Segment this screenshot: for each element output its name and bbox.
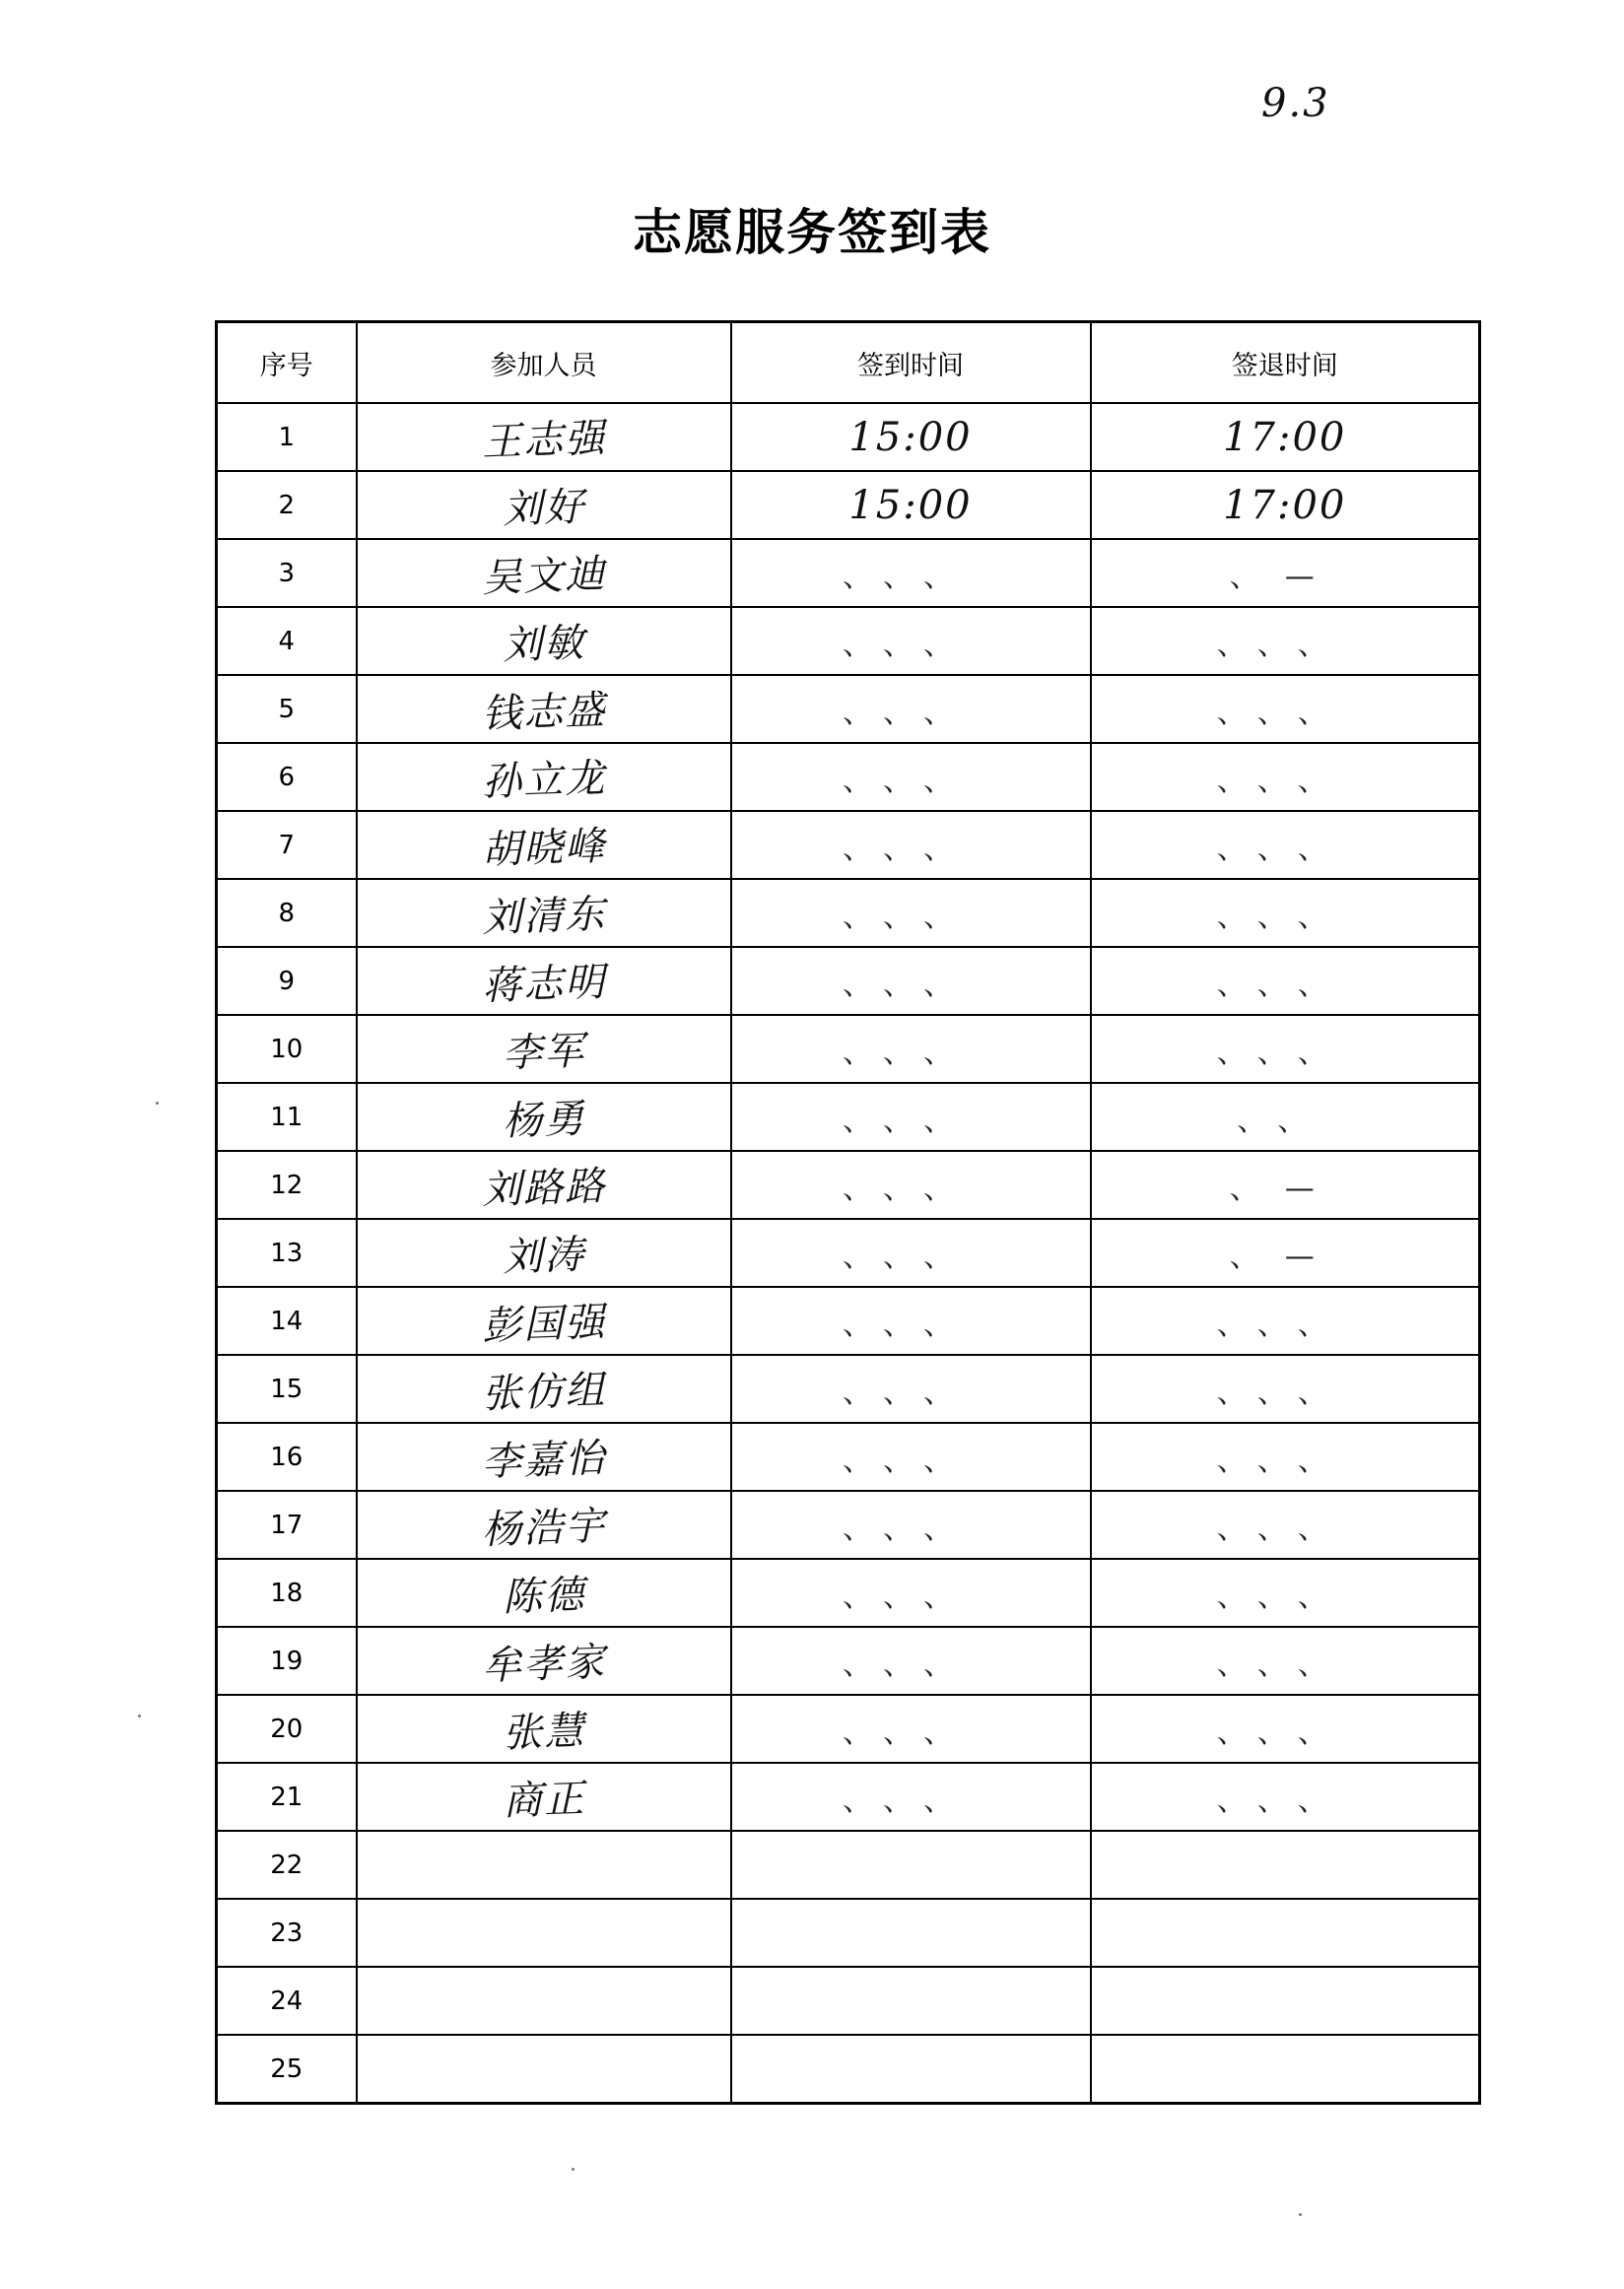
table-row bbox=[217, 1355, 1480, 1423]
participant-signature-cell bbox=[357, 1423, 731, 1491]
table-row bbox=[217, 539, 1480, 607]
row-serial-number-cell bbox=[217, 1151, 357, 1219]
participant-signature-cell bbox=[357, 607, 731, 675]
sign-out-time-cell bbox=[1091, 2035, 1480, 2104]
table-row bbox=[217, 1219, 1480, 1287]
sign-out-time: 、、、 bbox=[1216, 1035, 1353, 1070]
row-serial-number-cell bbox=[217, 1491, 357, 1559]
sign-out-time: 、— bbox=[1229, 1239, 1340, 1274]
sign-out-time-cell bbox=[1091, 403, 1480, 471]
table-row bbox=[217, 607, 1480, 675]
row-serial-number-cell bbox=[217, 1355, 357, 1423]
sign-in-time-cell bbox=[731, 1627, 1091, 1695]
row-serial-number: 1 bbox=[278, 422, 296, 452]
row-serial-number: 13 bbox=[270, 1238, 304, 1268]
row-serial-number-cell bbox=[217, 743, 357, 811]
sign-out-time-cell bbox=[1091, 1355, 1480, 1423]
sign-out-time-cell bbox=[1091, 879, 1480, 947]
sign-out-time-cell bbox=[1091, 539, 1480, 607]
participant-signature: 张仿组 bbox=[480, 1367, 607, 1418]
row-serial-number: 23 bbox=[270, 1918, 304, 1948]
participant-signature-cell bbox=[357, 539, 731, 607]
sign-in-time: 、、、 bbox=[843, 831, 979, 866]
sign-in-time-cell bbox=[731, 1219, 1091, 1287]
sign-out-time-cell bbox=[1091, 675, 1480, 743]
participant-signature-cell bbox=[357, 879, 731, 947]
row-serial-number: 17 bbox=[270, 1510, 304, 1540]
header-participant: 参加人员 bbox=[357, 322, 731, 404]
sign-in-time-cell bbox=[731, 1355, 1091, 1423]
sign-in-time: 、、、 bbox=[843, 1715, 979, 1750]
sign-out-time: 、、、 bbox=[1216, 1715, 1353, 1750]
sign-in-time: 、、、 bbox=[843, 627, 979, 662]
participant-signature: 蒋志明 bbox=[480, 959, 607, 1010]
participant-signature-cell bbox=[357, 1015, 731, 1083]
participant-signature: 牟孝家 bbox=[480, 1639, 607, 1690]
sign-out-time-cell bbox=[1091, 1899, 1480, 1967]
participant-signature: 李嘉怡 bbox=[480, 1435, 607, 1486]
row-serial-number-cell bbox=[217, 1967, 357, 2035]
sign-in-time: 、、、 bbox=[843, 1647, 979, 1682]
sign-out-time-cell bbox=[1091, 1219, 1480, 1287]
scan-speck bbox=[138, 1715, 141, 1717]
sign-in-time-cell bbox=[731, 1559, 1091, 1627]
scan-speck bbox=[1299, 2213, 1302, 2216]
row-serial-number-cell bbox=[217, 947, 357, 1015]
table-row bbox=[217, 1083, 1480, 1151]
participant-signature-cell bbox=[357, 811, 731, 879]
row-serial-number-cell bbox=[217, 2035, 357, 2104]
participant-signature-cell bbox=[357, 1355, 731, 1423]
sign-in-time-cell bbox=[731, 403, 1091, 471]
sign-out-time: 、、、 bbox=[1216, 695, 1353, 730]
participant-signature-cell bbox=[357, 1695, 731, 1763]
sign-in-time-cell bbox=[731, 2035, 1091, 2104]
sign-in-time: 、、、 bbox=[843, 1103, 979, 1138]
sign-out-time-cell bbox=[1091, 811, 1480, 879]
participant-signature: 刘好 bbox=[501, 484, 586, 533]
participant-signature-cell bbox=[357, 1627, 731, 1695]
row-serial-number-cell bbox=[217, 675, 357, 743]
sign-in-time-cell bbox=[731, 607, 1091, 675]
table-row bbox=[217, 1967, 1480, 2035]
table-row bbox=[217, 811, 1480, 879]
row-serial-number-cell bbox=[217, 471, 357, 539]
sign-out-time: 、、、 bbox=[1216, 1307, 1353, 1342]
participant-signature: 杨浩宇 bbox=[480, 1503, 607, 1554]
sign-in-time-cell bbox=[731, 471, 1091, 539]
sign-out-time: 、、、 bbox=[1216, 831, 1353, 866]
sign-in-time-cell bbox=[731, 811, 1091, 879]
sign-in-table bbox=[215, 320, 1481, 2105]
sign-in-time-cell bbox=[731, 675, 1091, 743]
table-row bbox=[217, 1151, 1480, 1219]
table-row bbox=[217, 1287, 1480, 1355]
table-row bbox=[217, 1763, 1480, 1831]
sign-in-time-cell bbox=[731, 539, 1091, 607]
row-serial-number-cell bbox=[217, 1899, 357, 1967]
participant-signature-cell bbox=[357, 1559, 731, 1627]
sign-out-time: 、、 bbox=[1237, 1103, 1333, 1138]
sign-out-time: 、、、 bbox=[1216, 1783, 1353, 1818]
row-serial-number: 22 bbox=[270, 1850, 304, 1880]
participant-signature-cell bbox=[357, 1219, 731, 1287]
sign-in-time-cell bbox=[731, 1083, 1091, 1151]
sign-out-time: 、— bbox=[1229, 1171, 1340, 1206]
page-title: 志愿服务签到表 bbox=[633, 203, 991, 261]
sign-out-time-cell bbox=[1091, 1695, 1480, 1763]
participant-signature-cell bbox=[357, 1763, 731, 1831]
sign-in-time: 15:00 bbox=[848, 414, 973, 460]
row-serial-number: 24 bbox=[270, 1986, 304, 2016]
participant-signature: 刘清东 bbox=[480, 891, 607, 942]
sign-in-time: 、、、 bbox=[843, 695, 979, 730]
sign-out-time-cell bbox=[1091, 743, 1480, 811]
sign-out-time-cell bbox=[1091, 1423, 1480, 1491]
sign-in-time: 、、、 bbox=[843, 899, 979, 934]
sign-out-time-cell bbox=[1091, 1627, 1480, 1695]
sign-in-time: 、、、 bbox=[843, 1307, 979, 1342]
sign-in-time: 、、、 bbox=[843, 763, 979, 798]
table-row bbox=[217, 1899, 1480, 1967]
table-row bbox=[217, 1559, 1480, 1627]
row-serial-number-cell bbox=[217, 403, 357, 471]
row-serial-number-cell bbox=[217, 1831, 357, 1899]
table-row bbox=[217, 1695, 1480, 1763]
row-serial-number: 4 bbox=[278, 626, 296, 656]
participant-signature-cell bbox=[357, 403, 731, 471]
table-row bbox=[217, 947, 1480, 1015]
sign-in-time-cell bbox=[731, 1491, 1091, 1559]
table-row bbox=[217, 675, 1480, 743]
row-serial-number-cell bbox=[217, 1423, 357, 1491]
header-serial-number: 序号 bbox=[217, 322, 357, 404]
sign-out-time-cell bbox=[1091, 947, 1480, 1015]
participant-signature: 胡晓峰 bbox=[480, 823, 607, 874]
sign-in-time: 、、、 bbox=[843, 1443, 979, 1478]
header-sign-out-time: 签退时间 bbox=[1091, 322, 1480, 404]
handwritten-date-note: 9.3 bbox=[1261, 81, 1330, 126]
sign-in-time-cell bbox=[731, 1287, 1091, 1355]
table-row bbox=[217, 471, 1480, 539]
participant-signature: 陈德 bbox=[501, 1572, 586, 1621]
row-serial-number: 19 bbox=[270, 1646, 304, 1676]
table-row bbox=[217, 743, 1480, 811]
row-serial-number-cell bbox=[217, 1763, 357, 1831]
row-serial-number-cell bbox=[217, 1695, 357, 1763]
sign-in-time-cell bbox=[731, 1831, 1091, 1899]
row-serial-number-cell bbox=[217, 1083, 357, 1151]
participant-signature-cell bbox=[357, 1151, 731, 1219]
sign-out-time-cell bbox=[1091, 1287, 1480, 1355]
header-sign-in-time: 签到时间 bbox=[731, 322, 1091, 404]
participant-signature-cell bbox=[357, 1287, 731, 1355]
table-row bbox=[217, 1015, 1480, 1083]
sign-out-time-cell bbox=[1091, 1831, 1480, 1899]
sign-out-time-cell bbox=[1091, 1491, 1480, 1559]
sign-in-time-cell bbox=[731, 947, 1091, 1015]
row-serial-number: 9 bbox=[278, 966, 296, 996]
sign-in-time: 、、、 bbox=[843, 1171, 979, 1206]
sign-in-time-cell bbox=[731, 1015, 1091, 1083]
row-serial-number: 25 bbox=[270, 2053, 304, 2084]
row-serial-number: 3 bbox=[278, 558, 296, 588]
row-serial-number-cell bbox=[217, 1287, 357, 1355]
row-serial-number: 15 bbox=[270, 1374, 304, 1404]
sign-out-time: 、、、 bbox=[1216, 899, 1353, 934]
participant-signature-cell bbox=[357, 2035, 731, 2104]
participant-signature: 商正 bbox=[501, 1776, 586, 1825]
participant-signature: 刘敏 bbox=[501, 620, 586, 669]
row-serial-number: 6 bbox=[278, 762, 296, 792]
sign-in-time: 15:00 bbox=[848, 482, 973, 528]
sign-out-time-cell bbox=[1091, 1763, 1480, 1831]
participant-signature: 吴文迪 bbox=[480, 551, 607, 602]
sign-in-time: 、、、 bbox=[843, 1579, 979, 1614]
participant-signature-cell bbox=[357, 1967, 731, 2035]
row-serial-number: 2 bbox=[278, 490, 296, 520]
row-serial-number-cell bbox=[217, 607, 357, 675]
participant-signature: 杨勇 bbox=[501, 1096, 586, 1145]
row-serial-number: 10 bbox=[270, 1034, 304, 1064]
row-serial-number: 11 bbox=[270, 1102, 304, 1132]
table-header-row bbox=[217, 322, 1480, 404]
participant-signature-cell bbox=[357, 471, 731, 539]
participant-signature-cell bbox=[357, 947, 731, 1015]
sign-in-time-cell bbox=[731, 1695, 1091, 1763]
sign-out-time-cell bbox=[1091, 1967, 1480, 2035]
table-row bbox=[217, 403, 1480, 471]
sign-in-time-cell bbox=[731, 1967, 1091, 2035]
sign-out-time: 、、、 bbox=[1216, 1647, 1353, 1682]
sign-in-time: 、、、 bbox=[843, 967, 979, 1002]
sign-out-time-cell bbox=[1091, 607, 1480, 675]
participant-signature-cell bbox=[357, 1899, 731, 1967]
sign-out-time: 、、、 bbox=[1216, 1443, 1353, 1478]
sign-in-time-cell bbox=[731, 1763, 1091, 1831]
sign-out-time-cell bbox=[1091, 1083, 1480, 1151]
sign-out-time-cell bbox=[1091, 1015, 1480, 1083]
sign-in-time: 、、、 bbox=[843, 1239, 979, 1274]
sign-out-time: 、、、 bbox=[1216, 1375, 1353, 1410]
sign-out-time: 、、、 bbox=[1216, 1511, 1353, 1546]
sign-out-time: 、、、 bbox=[1216, 763, 1353, 798]
participant-signature: 钱志盛 bbox=[480, 687, 607, 738]
sign-out-time-cell bbox=[1091, 1151, 1480, 1219]
sign-in-time-cell bbox=[731, 1899, 1091, 1967]
sign-out-time-cell bbox=[1091, 1559, 1480, 1627]
participant-signature-cell bbox=[357, 1083, 731, 1151]
sign-in-time: 、、、 bbox=[843, 559, 979, 594]
sign-in-time: 、、、 bbox=[843, 1511, 979, 1546]
scan-speck bbox=[156, 1102, 159, 1105]
sign-in-time: 、、、 bbox=[843, 1783, 979, 1818]
sign-out-time: 17:00 bbox=[1223, 414, 1347, 460]
sign-out-time: 17:00 bbox=[1223, 482, 1347, 528]
row-serial-number-cell bbox=[217, 1219, 357, 1287]
participant-signature-cell bbox=[357, 675, 731, 743]
participant-signature-cell bbox=[357, 1831, 731, 1899]
sign-out-time: 、、、 bbox=[1216, 967, 1353, 1002]
row-serial-number: 16 bbox=[270, 1442, 304, 1472]
row-serial-number: 5 bbox=[278, 694, 296, 724]
row-serial-number: 21 bbox=[270, 1782, 304, 1812]
row-serial-number-cell bbox=[217, 1559, 357, 1627]
row-serial-number: 18 bbox=[270, 1578, 304, 1608]
participant-signature-cell bbox=[357, 1491, 731, 1559]
row-serial-number: 8 bbox=[278, 898, 296, 928]
row-serial-number-cell bbox=[217, 539, 357, 607]
scan-speck bbox=[572, 2168, 575, 2171]
table-row bbox=[217, 879, 1480, 947]
row-serial-number: 14 bbox=[270, 1306, 304, 1336]
row-serial-number: 7 bbox=[278, 830, 296, 860]
row-serial-number: 12 bbox=[270, 1170, 304, 1200]
row-serial-number-cell bbox=[217, 1015, 357, 1083]
sign-in-time-cell bbox=[731, 879, 1091, 947]
participant-signature: 张慧 bbox=[501, 1708, 586, 1757]
row-serial-number-cell bbox=[217, 879, 357, 947]
table-row bbox=[217, 1491, 1480, 1559]
participant-signature-cell bbox=[357, 743, 731, 811]
sign-out-time: 、— bbox=[1229, 559, 1340, 594]
sign-in-time: 、、、 bbox=[843, 1035, 979, 1070]
sign-in-time-cell bbox=[731, 743, 1091, 811]
row-serial-number-cell bbox=[217, 811, 357, 879]
participant-signature: 李军 bbox=[501, 1028, 586, 1077]
participant-signature: 刘路路 bbox=[480, 1163, 607, 1214]
participant-signature: 彭国强 bbox=[480, 1299, 607, 1350]
sign-out-time: 、、、 bbox=[1216, 1579, 1353, 1614]
sign-out-time: 、、、 bbox=[1216, 627, 1353, 662]
table-row bbox=[217, 1423, 1480, 1491]
table-body bbox=[217, 403, 1480, 2104]
sign-in-time-cell bbox=[731, 1423, 1091, 1491]
row-serial-number: 20 bbox=[270, 1714, 304, 1744]
participant-signature: 孙立龙 bbox=[480, 755, 607, 806]
row-serial-number-cell bbox=[217, 1627, 357, 1695]
sign-in-time: 、、、 bbox=[843, 1375, 979, 1410]
table-row bbox=[217, 1831, 1480, 1899]
participant-signature: 王志强 bbox=[480, 415, 607, 466]
participant-signature: 刘涛 bbox=[501, 1232, 586, 1281]
table-row bbox=[217, 1627, 1480, 1695]
sign-in-time-cell bbox=[731, 1151, 1091, 1219]
sign-out-time-cell bbox=[1091, 471, 1480, 539]
table-row bbox=[217, 2035, 1480, 2104]
